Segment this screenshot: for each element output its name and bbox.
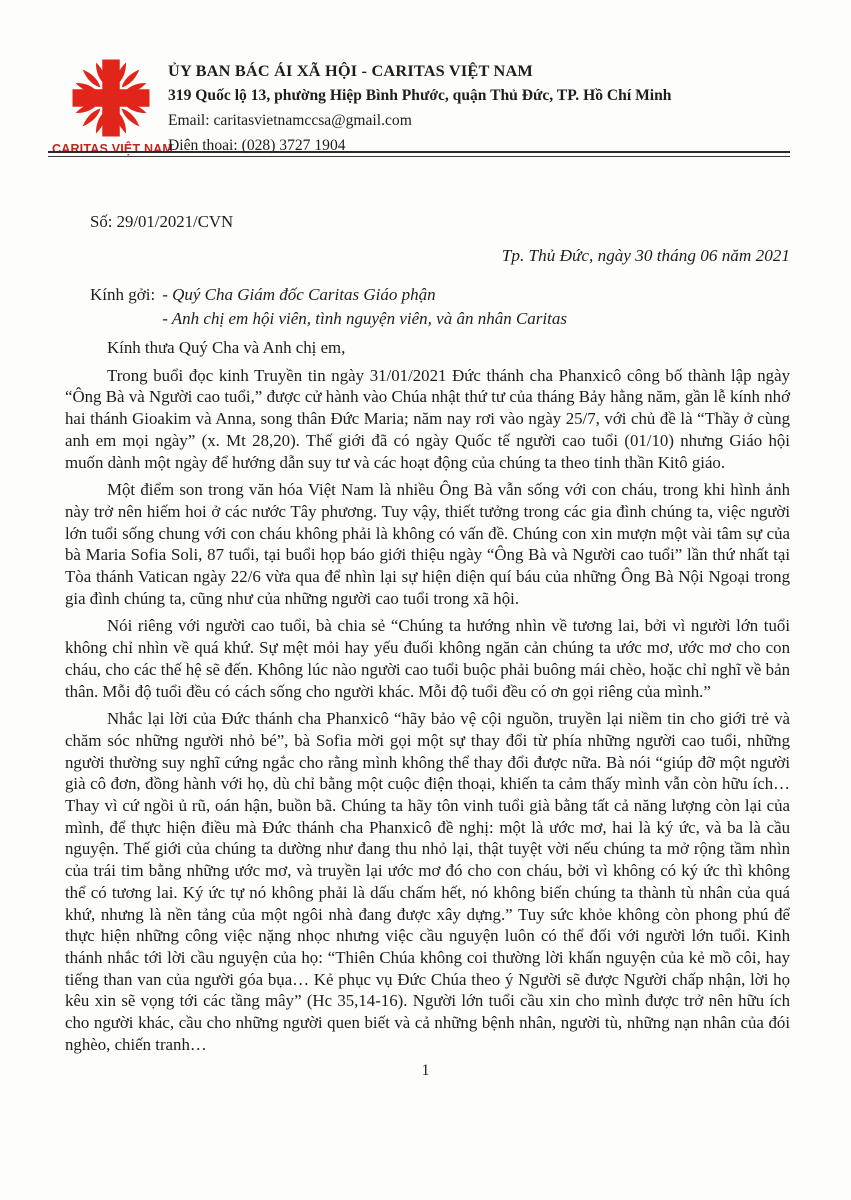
caritas-logo-label: CARITAS VIỆT NAM [52, 142, 174, 156]
recipients-label: Kính gởi: [90, 285, 156, 304]
recipient-line: - Anh chị em hội viên, tình nguyện viên, và ân nhân Caritas [162, 308, 567, 328]
letterhead [168, 58, 671, 158]
body-paragraph: Nói riêng với người cao tuổi, bà chia sẻ “Chúng ta hướng nhìn về tương lai, bởi vì người lớn tuổi không chỉ nhìn về quá khứ. Sự mệt mỏi hay yếu đuối không ngăn cản chúng ta ước mơ, ước mơ cho con cháu, cho các thế hệ sẽ đến. Không lúc nào người cao tuổi buộc phải buông mái chèo, hoặc chỉ nghĩ về bản thân. Mỗi độ tuổi đều có cách sống cho người khác. Mỗi độ tuổi đều có ơn gọi riêng của mình.” [65, 616, 790, 701]
letterhead-divider [48, 151, 790, 157]
page-number: 1 [421, 1062, 430, 1079]
body-paragraph: Một điểm son trong văn hóa Việt Nam là nhiều Ông Bà vẫn sống với con cháu, trong khi hình ảnh này trở nên hiếm hoi ở các nước Tây phương. Tuy vậy, thiết tưởng trong các gia đình chúng ta, việc người lớn tuổi sống chung với con cháu không phải là không có vấn đề. Chúng con xin mượn một vài tâm sự của bà Maria Sofia Soli, 87 tuổi, tại buổi họp báo giới thiệu ngày “Ông Bà và Người cao tuổi” lần thứ nhất tại Tòa thánh Vatican ngày 22/6 vừa qua để nhìn lại sự hiện diện quí báu của những Ông Bà Nội Ngoại trong gia đình chúng ta, cũng như của những người cao tuổi trong xã hội. [65, 480, 790, 608]
date-line: Tp. Thủ Đức, ngày 30 tháng 06 năm 2021 [501, 246, 790, 265]
body-paragraph: Nhắc lại lời của Đức thánh cha Phanxicô “hãy bảo vệ cội nguồn, truyền lại niềm tin cho giới trẻ và chăm sóc những người nhỏ bé”, bà Sofia mời gọi một sự thay đổi từ phía những người cao tuổi, những người thường suy nghĩ cứng ngắc cho rằng mình không thể thay đổi được nữa. Bà nói “giúp đỡ một người già cô đơn, đồng hành với họ, dù chỉ bằng một cuộc điện thoại, khiến ta cảm thấy mình vẫn còn hữu ích… Thay vì cứ ngồi ủ rũ, oán hận, buồn bã. Chúng ta hãy tôn vinh tuổi già bằng tất cả năng lượng còn lại của mình, để thực hiện điều mà Đức thánh cha Phanxicô đề nghị: một là ước mơ, hai là ký ức, và ba là cầu nguyện. Thế giới của chúng ta dường như đang thu nhỏ lại, thật tuyệt vời nếu chúng ta mở rộng tầm nhìn của trái tim bằng những ước mơ, và truyền lại ước mơ đó cho con cháu, bởi vì không có ký ức thì không thể có tương lai. Ký ức tự nó không phải là dấu chấm hết, nó không biến chúng ta thành tù nhân của quá khứ, nhưng là nền tảng của một ngôi nhà đang được xây dựng.” Tuy sức khỏe không còn phong phú để thực hiện những công việc nặng nhọc nhưng việc cầu nguyện luôn có thể đối với người lớn tuổi. Kinh thánh nhắc tới lời cầu nguyện của họ: “Thiên Chúa không coi thường lời khấn nguyện của kẻ mồ côi, hay tiếng than van của người góa bụa… Kẻ phục vụ Đức Chúa theo ý Người sẽ được Người chấp nhận, lời họ kêu xin sẽ vọng tới các tầng mây” (Hc 35,14-16). Người lớn tuổi cầu xin cho mình được trở nên hữu ích cho người khác, cầu cho những người quen biết và cả những bệnh nhân, người tù, những nạn nhân của đói nghèo, chiến tranh… [65, 709, 790, 1054]
org-address: 319 Quốc lộ 13, phường Hiệp Bình Phước, quận Thủ Đức, TP. Hồ Chí Minh [168, 87, 672, 104]
letter-body [65, 337, 790, 1056]
reference-number: Số: 29/01/2021/CVN [90, 212, 234, 231]
body-paragraph-salutation: Kính thưa Quý Cha và Anh chị em, [107, 338, 346, 357]
body-paragraph: Trong buổi đọc kinh Truyền tin ngày 31/01/2021 Đức thánh cha Phanxicô công bố thành lập ngày “Ông Bà và Người cao tuổi,” được cử hành vào Chúa nhật thứ tư của tháng Bảy hằng năm, gần lễ kính nhớ hai thánh Gioakim và Anna, song thân Đức Maria; năm nay rơi vào ngày 25/7, với chủ đề là “Thầy ở cùng anh em mọi ngày” (x. Mt 28,20). Thế giới đã có ngày Quốc tế người cao tuổi (01/10) nhưng Giáo hội muốn dành một ngày để hướng dẫn suy tư và các hoạt động của chúng ta theo tinh thần Kitô giáo. [65, 365, 790, 472]
recipients-list [162, 283, 567, 330]
recipient-line: - Quý Cha Giám đốc Caritas Giáo phận [162, 285, 436, 304]
caritas-cross-icon [67, 56, 155, 140]
org-phone: Điện thoại: (028) 3727 1904 [168, 137, 346, 154]
caritas-logo [52, 56, 174, 156]
recipients-block [90, 283, 567, 330]
org-name: ỦY BAN BÁC ÁI XÃ HỘI - CARITAS VIỆT NAM [168, 61, 533, 80]
org-email: Email: caritasvietnamccsa@gmail.com [168, 112, 412, 129]
